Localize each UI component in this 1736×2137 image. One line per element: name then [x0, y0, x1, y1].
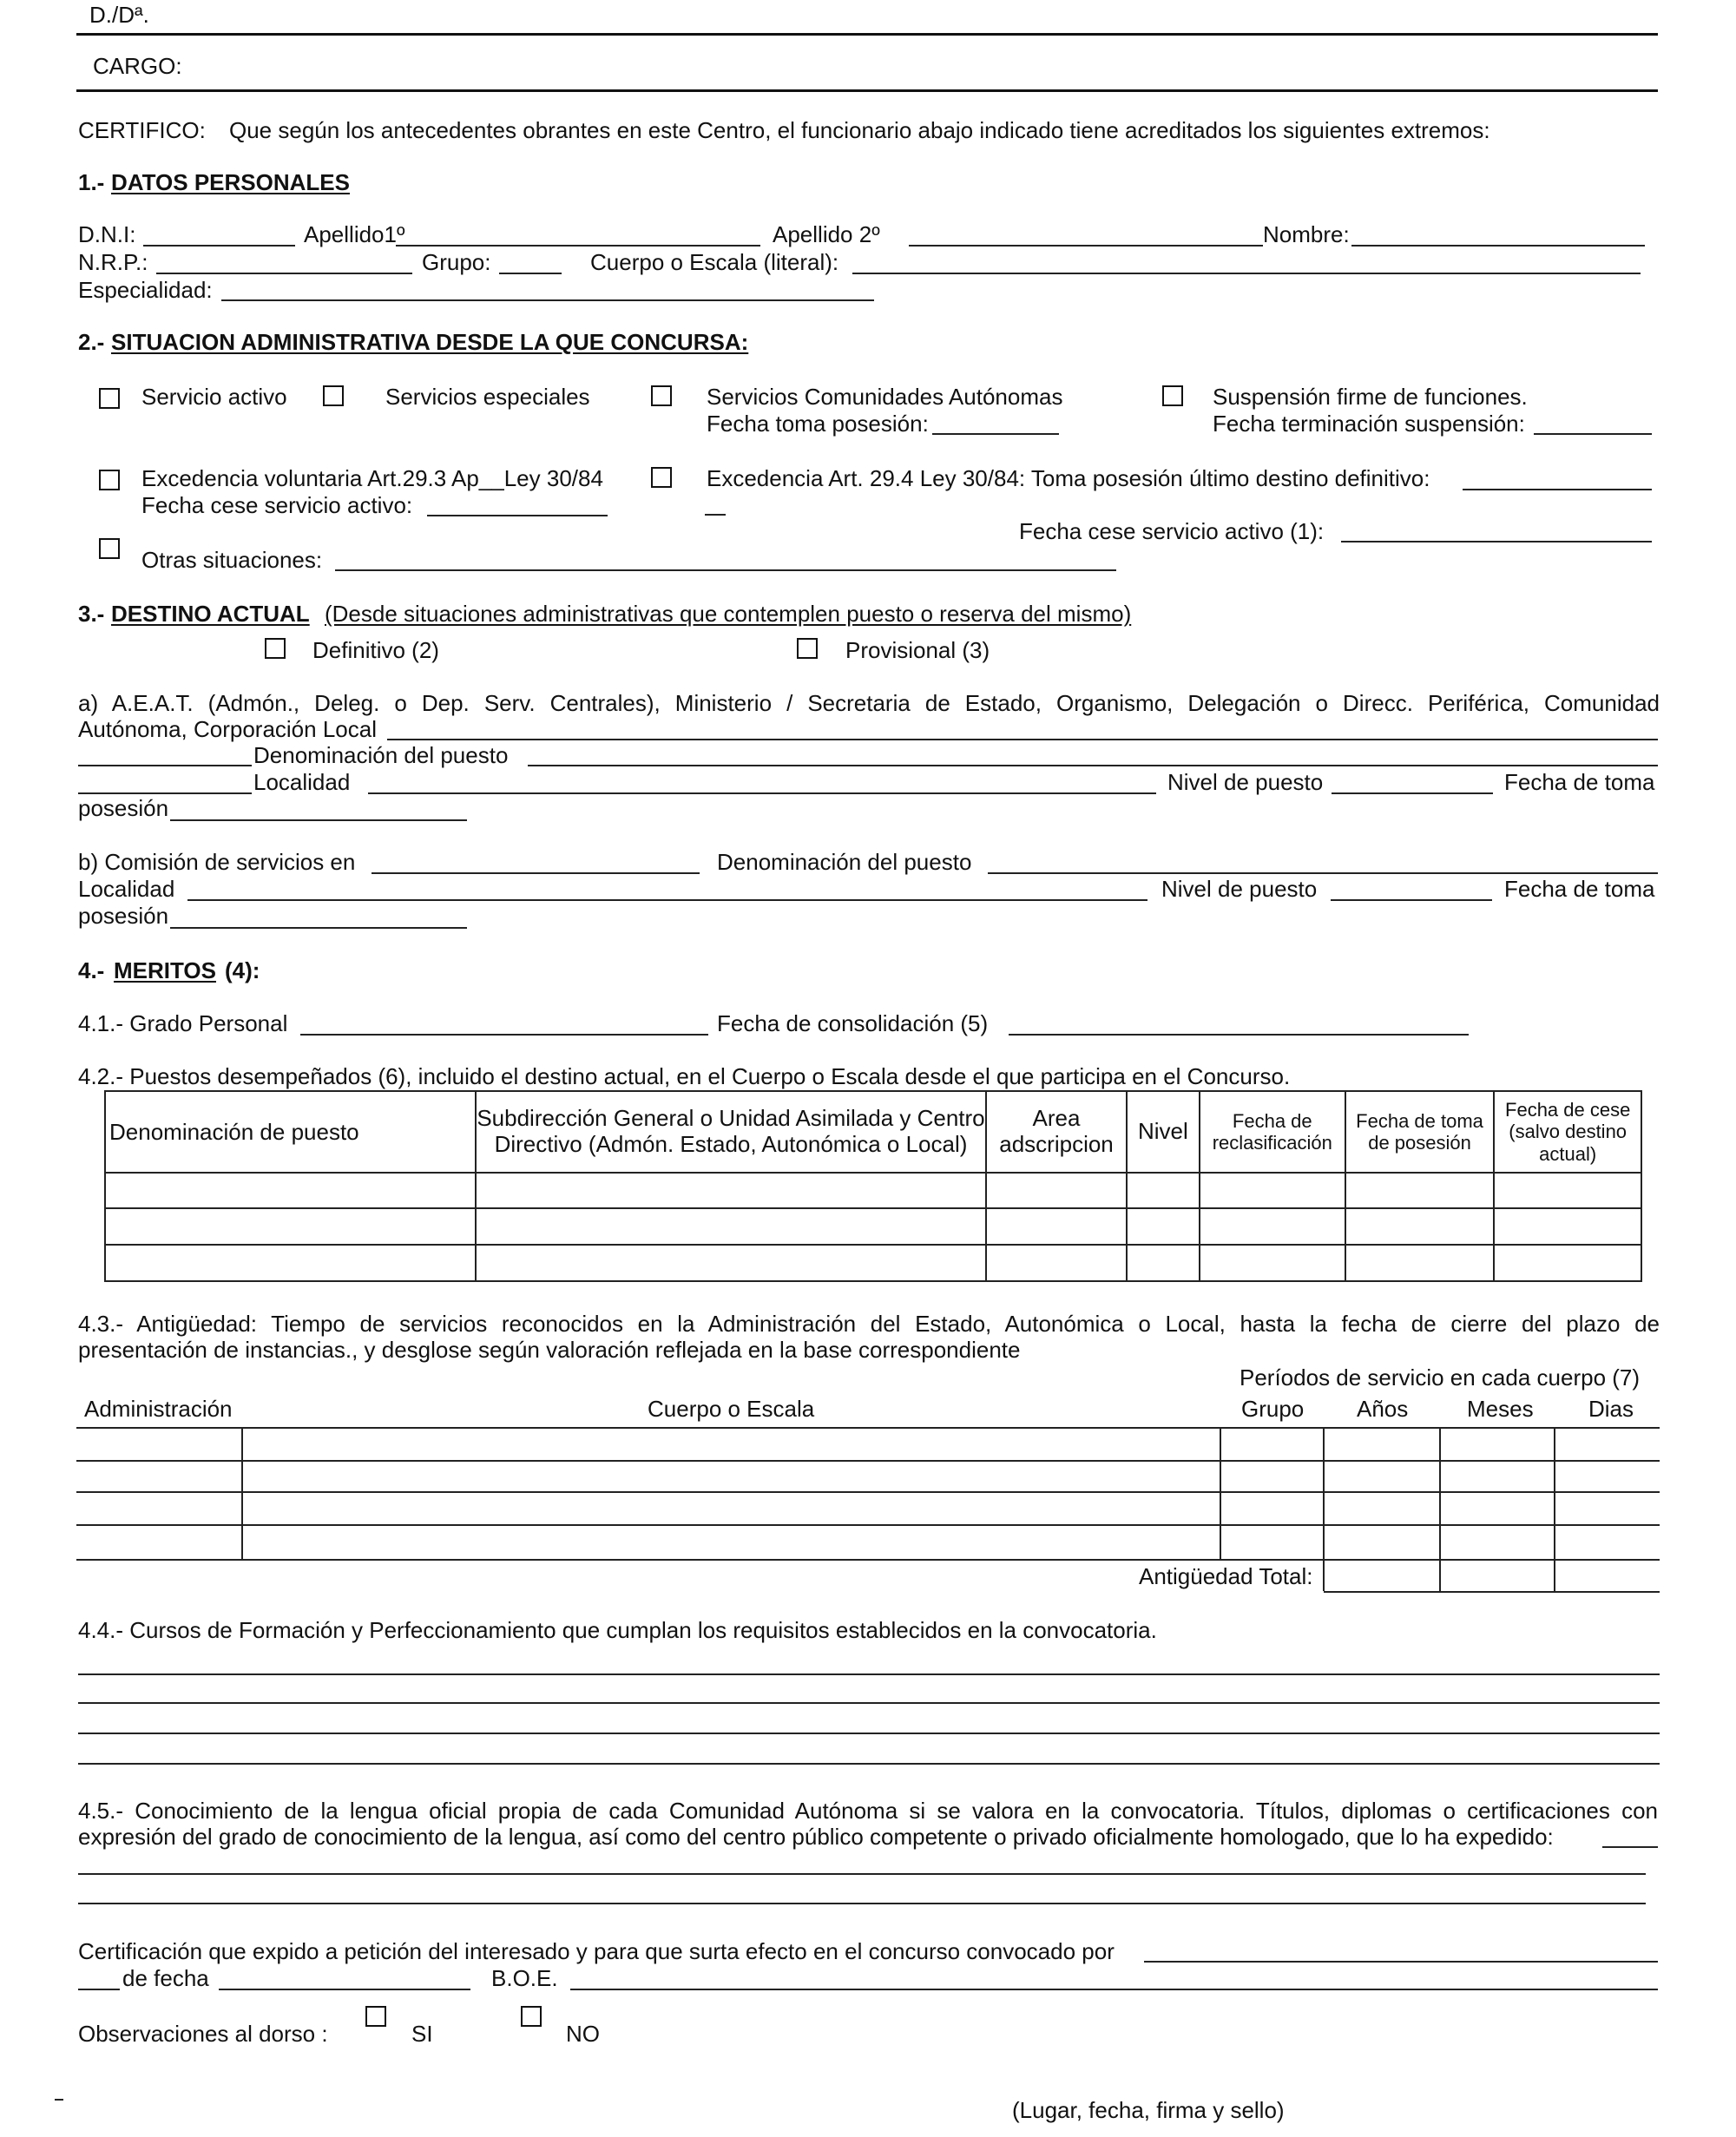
- col-administracion: Administración: [84, 1396, 233, 1422]
- lengua-line[interactable]: [78, 1903, 1646, 1904]
- b-posesion-field[interactable]: [170, 927, 467, 929]
- divider: [76, 89, 1658, 92]
- col-cuerpo: Cuerpo o Escala: [648, 1396, 815, 1422]
- otras-label: Otras situaciones:: [141, 547, 323, 573]
- fecha-cese-label: Fecha cese servicio activo:: [141, 492, 413, 518]
- excedencia-294-checkbox[interactable]: [651, 467, 672, 488]
- cuerpo-field[interactable]: [852, 273, 1641, 274]
- b-posesion-label: posesión: [78, 903, 169, 929]
- apellido2-label: Apellido 2º: [773, 221, 880, 247]
- servicio-activo-checkbox[interactable]: [99, 388, 120, 409]
- table-cell[interactable]: [1127, 1208, 1200, 1245]
- grid-line: [241, 1427, 243, 1559]
- lengua-text1: 4.5.- Conocimiento de la lengua oficial propia de cada Comunidad Autónoma si se valora en la convocatoria. Títulos, diplomas o certificaciones con: [78, 1798, 1658, 1824]
- blank-line[interactable]: [78, 792, 252, 794]
- header-nivel: Nivel: [1127, 1091, 1200, 1173]
- table-cell[interactable]: [1200, 1208, 1345, 1245]
- dd-label: D./Dª.: [89, 2, 149, 28]
- b-nivel-label: Nivel de puesto: [1161, 876, 1318, 902]
- section-1-title: DATOS PERSONALES: [111, 169, 350, 195]
- certificacion-text: Certificación que expido a petición del interesado y para que surta efecto en el concurso convocado por: [78, 1938, 1115, 1964]
- b-fecha-label: Fecha de toma: [1504, 876, 1655, 902]
- no-checkbox[interactable]: [521, 2006, 542, 2027]
- b-nivel-field[interactable]: [1331, 899, 1492, 901]
- grupo-field[interactable]: [499, 273, 562, 274]
- lengua-text2: expresión del grado de conocimiento de la lengua, así como del centro público competente o privado oficialmente homologado, que lo ha expedido:: [78, 1824, 1554, 1850]
- puestos-intro: 4.2.- Puestos desempeñados (6), incluido el destino actual, en el Cuerpo o Escala desde el que participa en el Concurso.: [78, 1063, 1291, 1089]
- table-cell[interactable]: [1494, 1245, 1641, 1281]
- header-toma-posesion: Fecha de toma de posesión: [1345, 1091, 1495, 1173]
- fecha-de-toma-label: Fecha de toma: [1504, 769, 1655, 795]
- apellido1-label: Apellido1º: [304, 221, 405, 247]
- fecha-toma-field[interactable]: [932, 433, 1059, 435]
- dni-label: D.N.I:: [78, 221, 136, 247]
- table-cell[interactable]: [476, 1245, 986, 1281]
- table-cell[interactable]: [105, 1208, 476, 1245]
- dash-mark: [55, 2099, 63, 2101]
- grid-line: [1439, 1427, 1441, 1591]
- lengua-field[interactable]: [1602, 1846, 1658, 1848]
- especialidad-label: Especialidad:: [78, 277, 213, 303]
- section-2-number: 2.-: [78, 329, 105, 355]
- grid-line: [76, 1427, 1660, 1429]
- certifico-label: CERTIFICO:: [78, 117, 206, 143]
- section-3-title: DESTINO ACTUAL: [111, 601, 310, 627]
- fecha-cese-1-field[interactable]: [1341, 541, 1652, 542]
- corporacion-field[interactable]: [387, 739, 1658, 740]
- grid-line: [1554, 1427, 1555, 1591]
- section-3-subtitle: (Desde situaciones administrativas que contemplen puesto o reserva del mismo): [325, 601, 1132, 627]
- b-denominacion-label: Denominación del puesto: [717, 849, 972, 875]
- table-cell[interactable]: [1345, 1208, 1495, 1245]
- table-cell[interactable]: [1345, 1173, 1495, 1208]
- table-cell[interactable]: [1345, 1245, 1495, 1281]
- header-reclasificacion: Fecha de reclasificación: [1200, 1091, 1345, 1173]
- si-checkbox[interactable]: [365, 2006, 386, 2027]
- suspension-checkbox[interactable]: [1162, 385, 1183, 406]
- table-cell[interactable]: [986, 1245, 1127, 1281]
- definitivo-label: Definitivo (2): [312, 637, 439, 663]
- nivel-field[interactable]: [1332, 792, 1493, 794]
- fecha-cese-field[interactable]: [427, 515, 608, 516]
- table-cell[interactable]: [986, 1173, 1127, 1208]
- fecha-cese-1-label: Fecha cese servicio activo (1):: [1019, 518, 1325, 544]
- header-cese: Fecha de cese (salvo destino actual): [1494, 1091, 1641, 1173]
- header-subdireccion: Subdirección General o Unidad Asimilada y Centro Directivo (Admón. Estado, Autonómica o Local): [476, 1091, 986, 1173]
- section-4-title: MERITOS: [114, 957, 216, 983]
- no-label: NO: [566, 2021, 600, 2047]
- apellido1-field[interactable]: [396, 245, 760, 247]
- table-cell[interactable]: [1494, 1173, 1641, 1208]
- blank-line[interactable]: [78, 1989, 120, 1990]
- section-3-number: 3.-: [78, 601, 105, 627]
- denominacion-label: Denominación del puesto: [253, 742, 509, 768]
- section-2-title: SITUACION ADMINISTRATIVA DESDE LA QUE CONCURSA:: [111, 329, 749, 355]
- de-fecha-label: de fecha: [122, 1965, 209, 1991]
- grado-field[interactable]: [300, 1034, 708, 1036]
- cargo-label: CARGO:: [93, 53, 182, 79]
- puestos-table: [104, 1090, 1642, 1282]
- grado-label: 4.1.- Grado Personal: [78, 1010, 288, 1036]
- fecha-field[interactable]: [219, 1989, 470, 1990]
- table-row: [105, 1173, 1641, 1208]
- toma-posesion-field[interactable]: [1463, 489, 1652, 490]
- si-label: SI: [411, 2021, 433, 2047]
- consolidacion-label: Fecha de consolidación (5): [717, 1010, 989, 1036]
- certifico-text: Que según los antecedentes obrantes en este Centro, el funcionario abajo indicado tiene acreditados los siguientes extremos:: [229, 117, 1490, 143]
- lengua-line[interactable]: [78, 1873, 1646, 1875]
- observaciones-label: Observaciones al dorso :: [78, 2021, 328, 2047]
- otras-field[interactable]: [335, 569, 1116, 571]
- table-row: [105, 1208, 1641, 1245]
- dash-mark: [705, 514, 726, 516]
- suspension-label: Suspensión firme de funciones.: [1213, 384, 1528, 410]
- col-dias: Dias: [1588, 1396, 1634, 1422]
- table-cell[interactable]: [476, 1208, 986, 1245]
- table-cell[interactable]: [1127, 1245, 1200, 1281]
- excedencia-vol-checkbox[interactable]: [99, 470, 120, 490]
- grid-line: [76, 1524, 1660, 1526]
- section-3a-text2: Autónoma, Corporación Local: [78, 716, 377, 742]
- excedencia-vol-label: Excedencia voluntaria Art.29.3 Ap__Ley 30/84: [141, 465, 603, 491]
- divider: [76, 33, 1658, 36]
- table-row: [105, 1245, 1641, 1281]
- cursos-text: 4.4.- Cursos de Formación y Perfeccionamiento que cumplan los requisitos establecidos en la convocatoria.: [78, 1617, 1157, 1643]
- dni-field[interactable]: [143, 245, 295, 247]
- convocado-field[interactable]: [1144, 1961, 1658, 1963]
- excedencia-294-label: Excedencia Art. 29.4 Ley 30/84: Toma posesión último destino definitivo:: [707, 465, 1430, 491]
- b-localidad-field[interactable]: [187, 899, 1147, 901]
- header-area: Area adscripcion: [986, 1091, 1127, 1173]
- posesion-label: posesión: [78, 795, 169, 821]
- periodos-label: Períodos de servicio en cada cuerpo (7): [1240, 1364, 1641, 1391]
- grid-line: [1324, 1591, 1660, 1593]
- posesion-field[interactable]: [170, 819, 467, 821]
- col-anos: Años: [1357, 1396, 1409, 1422]
- grid-line: [76, 1491, 1660, 1493]
- grid-line: [1323, 1427, 1325, 1591]
- fecha-term-field[interactable]: [1534, 433, 1652, 435]
- fecha-toma-label: Fecha toma posesión:: [707, 411, 929, 437]
- otras-checkbox[interactable]: [99, 538, 120, 559]
- grupo-label: Grupo:: [422, 249, 491, 275]
- b-denominacion-field[interactable]: [988, 872, 1658, 874]
- table-cell[interactable]: [105, 1245, 476, 1281]
- section-4-note: (4):: [225, 957, 260, 983]
- localidad-field[interactable]: [368, 792, 1156, 794]
- fecha-term-label: Fecha terminación suspensión:: [1213, 411, 1525, 437]
- comision-label: b) Comisión de servicios en: [78, 849, 356, 875]
- comision-field[interactable]: [372, 872, 700, 874]
- nrp-field[interactable]: [156, 273, 412, 274]
- localidad-label: Localidad: [253, 769, 351, 795]
- apellido2-field[interactable]: [909, 245, 1263, 247]
- servicios-ccaa-checkbox[interactable]: [651, 385, 672, 406]
- grid-line: [1220, 1427, 1221, 1559]
- boe-label: B.O.E.: [491, 1965, 558, 1991]
- table-cell[interactable]: [986, 1208, 1127, 1245]
- denominacion-field[interactable]: [528, 765, 1658, 766]
- table-cell[interactable]: [476, 1173, 986, 1208]
- blank-line[interactable]: [78, 765, 252, 766]
- table-cell[interactable]: [105, 1173, 476, 1208]
- cursos-line[interactable]: [78, 1733, 1660, 1734]
- grid-line: [76, 1460, 1660, 1462]
- table-cell[interactable]: [1127, 1173, 1200, 1208]
- servicios-ccaa-label: Servicios Comunidades Autónomas: [707, 384, 1063, 410]
- header-denominacion: Denominación de puesto: [105, 1091, 476, 1173]
- nombre-field[interactable]: [1351, 245, 1645, 247]
- section-1-number: 1.-: [78, 169, 105, 195]
- antiguedad-text1: 4.3.- Antigüedad: Tiempo de servicios reconocidos en la Administración del Estado, Autonómica o Local, hasta la fecha de cierre del plazo de: [78, 1311, 1660, 1337]
- consolidacion-field[interactable]: [1009, 1034, 1469, 1036]
- antiguedad-total-label: Antigüedad Total:: [1139, 1563, 1313, 1589]
- boe-field[interactable]: [570, 1989, 1658, 1990]
- cursos-line[interactable]: [78, 1702, 1660, 1704]
- col-grupo: Grupo: [1241, 1396, 1305, 1422]
- grid-line: [76, 1559, 1660, 1561]
- table-cell[interactable]: [1494, 1208, 1641, 1245]
- provisional-checkbox[interactable]: [797, 638, 818, 659]
- definitivo-checkbox[interactable]: [265, 638, 286, 659]
- col-meses: Meses: [1467, 1396, 1534, 1422]
- nombre-label: Nombre:: [1263, 221, 1350, 247]
- firma-label: (Lugar, fecha, firma y sello): [1012, 2097, 1285, 2123]
- nrp-label: N.R.P.:: [78, 249, 148, 275]
- nivel-label: Nivel de puesto: [1167, 769, 1324, 795]
- servicios-especiales-label: Servicios especiales: [385, 384, 590, 410]
- cursos-line[interactable]: [78, 1673, 1660, 1675]
- servicios-especiales-checkbox[interactable]: [323, 385, 344, 406]
- cuerpo-label: Cuerpo o Escala (literal):: [590, 249, 839, 275]
- antiguedad-text2: presentación de instancias., y desglose según valoración reflejada en la base correspondiente: [78, 1337, 1021, 1363]
- especialidad-field[interactable]: [221, 299, 874, 301]
- provisional-label: Provisional (3): [845, 637, 990, 663]
- servicio-activo-label: Servicio activo: [141, 384, 287, 410]
- table-cell[interactable]: [1200, 1245, 1345, 1281]
- section-4-number: 4.-: [78, 957, 105, 983]
- cursos-line[interactable]: [78, 1763, 1660, 1765]
- section-3a-text: a) A.E.A.T. (Admón., Deleg. o Dep. Serv. Centrales), Ministerio / Secretaria de Estado, Organismo, Delegación o Direcc. Periférica, Comunidad: [78, 690, 1660, 716]
- b-localidad-label: Localidad: [78, 876, 175, 902]
- table-cell[interactable]: [1200, 1173, 1345, 1208]
